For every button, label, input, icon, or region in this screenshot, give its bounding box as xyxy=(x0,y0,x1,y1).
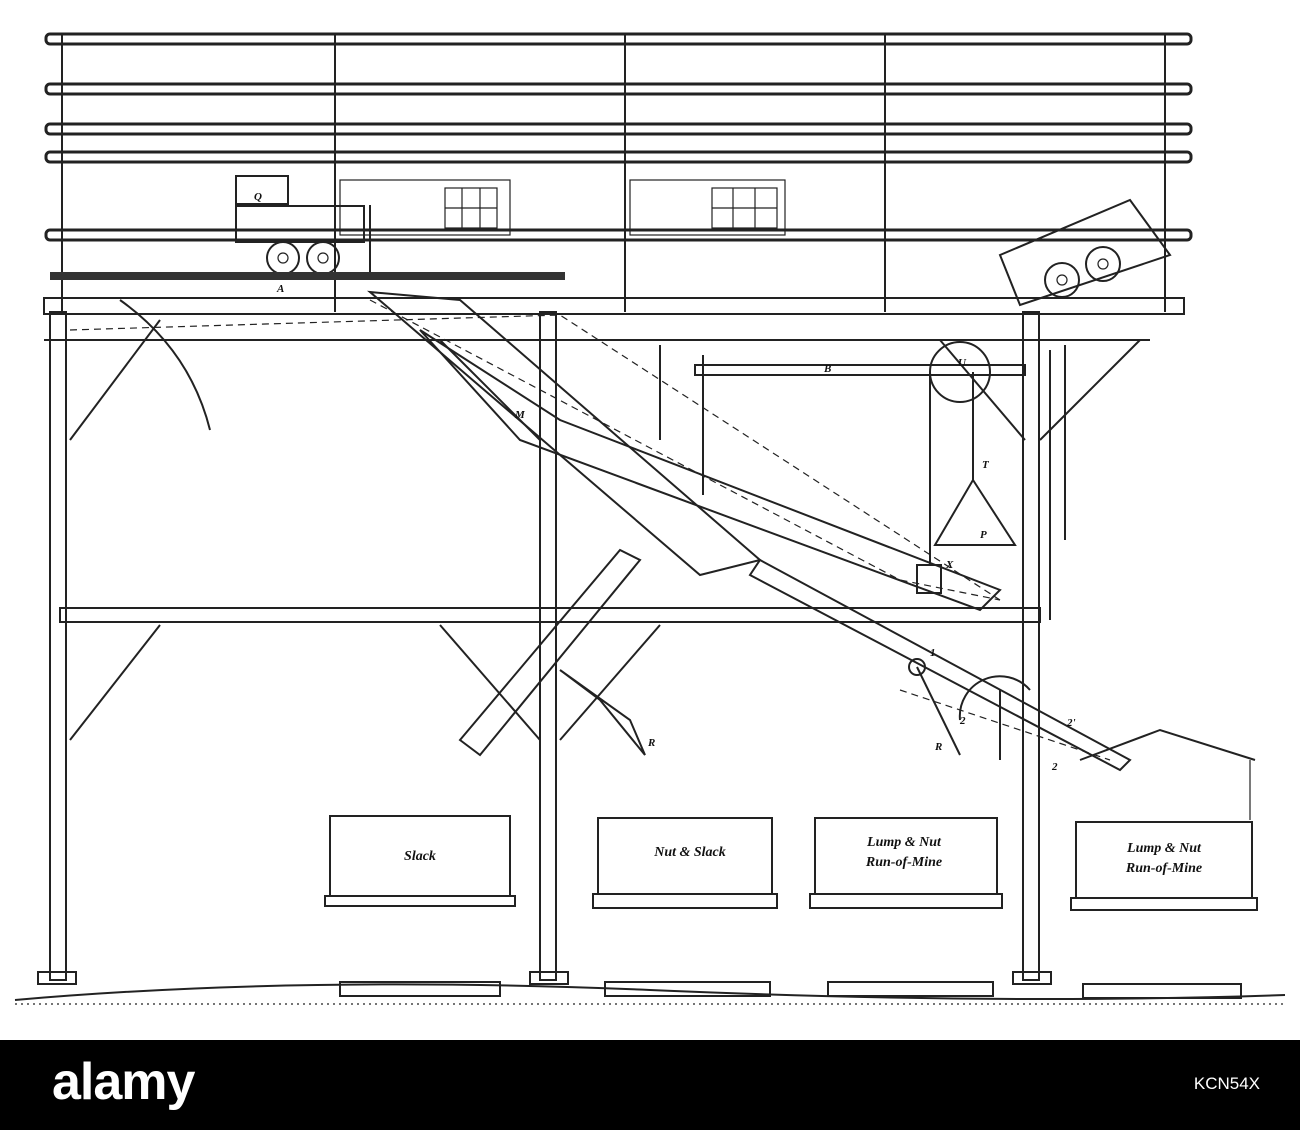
shed xyxy=(1080,730,1255,820)
bin-label-nut-slack: Nut & Slack xyxy=(654,845,726,860)
label-2-left: 2 xyxy=(960,715,966,727)
tilted-mine-car xyxy=(1000,200,1170,305)
bin-label-slack: Slack xyxy=(404,849,436,864)
label-x: X xyxy=(946,559,954,571)
chutes xyxy=(70,292,1130,770)
upper-deck xyxy=(44,272,1184,340)
label-2-prime: 2' xyxy=(1067,717,1076,729)
bin-lump-nut-2 xyxy=(1076,822,1252,898)
bin-labels xyxy=(404,835,1202,876)
lever-gear xyxy=(660,342,1065,620)
label-r-left: R xyxy=(648,737,656,749)
rail-tie-4 xyxy=(1083,984,1241,998)
watermark-bar xyxy=(0,1040,1300,1130)
label-a: A xyxy=(277,283,285,295)
label-p: P xyxy=(980,529,987,541)
bin-label-lump-nut-2-line2: Run-of-Mine xyxy=(1125,861,1203,876)
bin-label-lump-nut-2-line1: Lump & Nut xyxy=(1127,841,1201,856)
railings xyxy=(46,34,1191,312)
columns xyxy=(38,312,1051,984)
image-id: KCN54X xyxy=(1193,1074,1260,1093)
middle-deck xyxy=(60,608,1040,622)
label-q: Q xyxy=(254,191,262,203)
ground xyxy=(15,982,1285,1004)
label-m: M xyxy=(515,409,525,421)
label-1: 1 xyxy=(930,647,936,659)
label-r-right: R xyxy=(935,741,943,753)
label-u: U xyxy=(958,357,966,369)
label-b: B xyxy=(824,363,832,375)
bin-label-lump-nut-1-line1: Lump & Nut xyxy=(867,835,941,850)
bin-label-lump-nut-1-line2: Run-of-Mine xyxy=(865,855,943,870)
label-2-right: 2 xyxy=(1052,761,1058,773)
alamy-logo: alamy xyxy=(52,1053,195,1111)
bins xyxy=(325,816,1257,910)
label-t: T xyxy=(982,459,989,471)
building-wall xyxy=(340,180,785,235)
rail-tie-3 xyxy=(828,982,993,996)
